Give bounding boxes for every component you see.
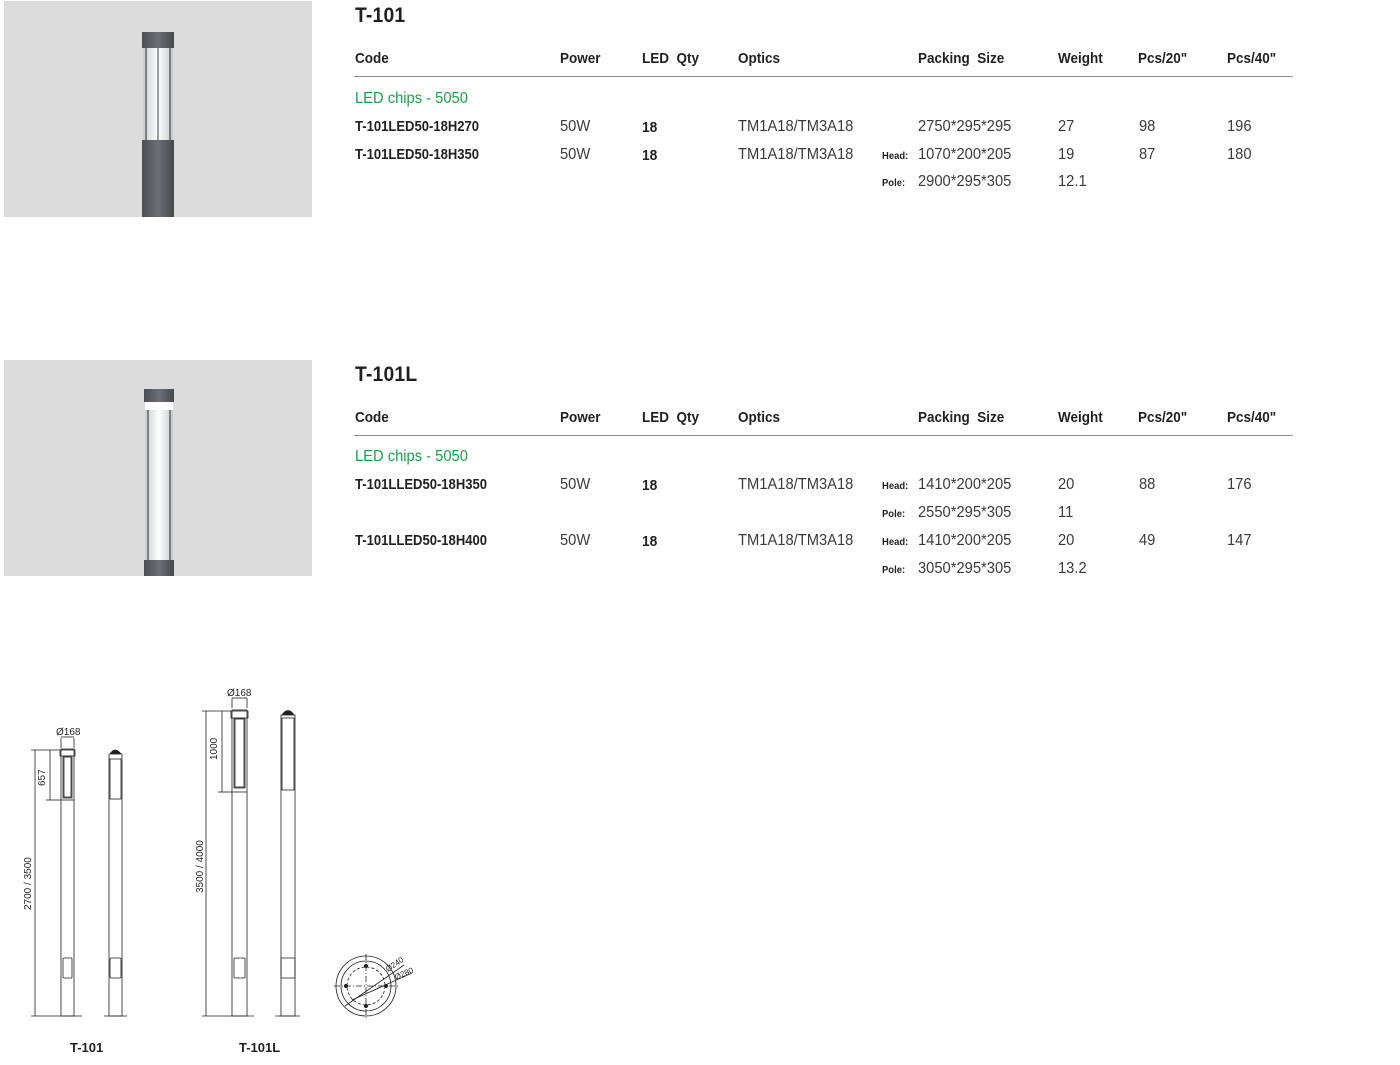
col-header-pcs40: Pcs/40" [1227,409,1277,426]
total-height-label-t101: 2700 / 3500 [23,857,34,910]
qty-cell: 18 [642,119,658,136]
weight-cell: 20 [1058,476,1075,493]
col-header-pcs20: Pcs/20" [1138,409,1188,426]
power-cell: 50W [560,146,591,163]
pcs40-cell: 180 [1227,146,1252,163]
power-cell: 50W [560,118,591,135]
size-label: Pole: [882,564,906,576]
power-cell: 50W [560,532,591,549]
power-cell: 50W [560,476,591,493]
col-header-power: Power [560,50,601,67]
optics-cell: TM1A18/TM3A18 [738,118,854,135]
pcs40-cell: 176 [1227,476,1252,493]
col-header-packing-size: Packing Size [918,409,1005,426]
size-label: Head: [882,536,909,548]
pcs20-cell: 87 [1139,146,1156,163]
packing-size-cell: 1410*200*205 [918,476,1012,493]
code-cell: T-101LED50-18H350 [355,147,480,163]
weight-cell: 13.2 [1058,560,1087,577]
code-cell: T-101LED50-18H270 [355,119,480,135]
base-inner-diameter: Ø240 [384,955,406,974]
size-label: Pole: [882,508,906,520]
led-chips-note: LED chips - 5050 [355,90,468,107]
pcs20-cell: 49 [1139,532,1156,549]
optics-cell: TM1A18/TM3A18 [738,146,854,163]
diameter-label-t101: Ø168 [56,727,81,738]
lamp-post-illustration [4,360,312,576]
qty-cell: 18 [642,147,658,164]
drawing-label-t101l: T-101L [239,1040,281,1055]
pcs20-cell: 88 [1139,476,1156,493]
base-outer-diameter: Ø280 [393,965,415,982]
section-title: T-101 [355,4,406,27]
weight-cell: 20 [1058,532,1075,549]
section-title: T-101L [355,363,418,386]
col-header-pcs20: Pcs/20" [1138,50,1188,67]
col-header-optics: Optics [738,409,781,426]
col-header-packing-size: Packing Size [918,50,1005,67]
pcs20-cell: 98 [1139,118,1156,135]
packing-size-cell: 1410*200*205 [918,532,1012,549]
weight-cell: 19 [1058,146,1075,163]
lamp-post-illustration [4,1,312,217]
header-divider [354,76,1293,77]
drawing-label-t101: T-101 [70,1040,104,1055]
weight-cell: 12.1 [1058,173,1087,190]
size-label: Head: [882,150,909,162]
optics-cell: TM1A18/TM3A18 [738,532,854,549]
technical-drawings [0,680,440,1040]
col-header-power: Power [560,409,601,426]
col-header-led-qty: LED Qty [642,409,700,426]
code-cell: T-101LLED50-18H350 [355,477,488,493]
col-header-code: Code [355,50,389,67]
optics-cell: TM1A18/TM3A18 [738,476,854,493]
col-header-led-qty: LED Qty [642,50,700,67]
product-photo-t101 [4,1,312,217]
packing-size-cell: 3050*295*305 [918,560,1012,577]
qty-cell: 18 [642,533,658,550]
col-header-optics: Optics [738,50,781,67]
packing-size-cell: 2750*295*295 [918,118,1012,135]
pcs40-cell: 196 [1227,118,1252,135]
qty-cell: 18 [642,477,658,494]
product-photo-t101l [4,360,312,576]
size-label: Head: [882,480,909,492]
size-label: Pole: [882,177,906,189]
col-header-weight: Weight [1058,409,1103,426]
diameter-label-t101l: Ø168 [227,688,252,699]
packing-size-cell: 1070*200*205 [918,146,1012,163]
total-height-label-t101l: 3500 / 4000 [195,840,206,893]
col-header-pcs40: Pcs/40" [1227,50,1277,67]
packing-size-cell: 2900*295*305 [918,173,1012,190]
col-header-weight: Weight [1058,50,1103,67]
col-header-code: Code [355,409,389,426]
header-divider [354,435,1293,436]
packing-size-cell: 2550*295*305 [918,504,1012,521]
head-height-label-t101l: 1000 [209,737,220,760]
weight-cell: 11 [1058,504,1074,521]
head-height-label-t101: 657 [37,769,48,786]
pcs40-cell: 147 [1227,532,1252,549]
code-cell: T-101LLED50-18H400 [355,533,488,549]
weight-cell: 27 [1058,118,1075,135]
led-chips-note: LED chips - 5050 [355,448,468,465]
